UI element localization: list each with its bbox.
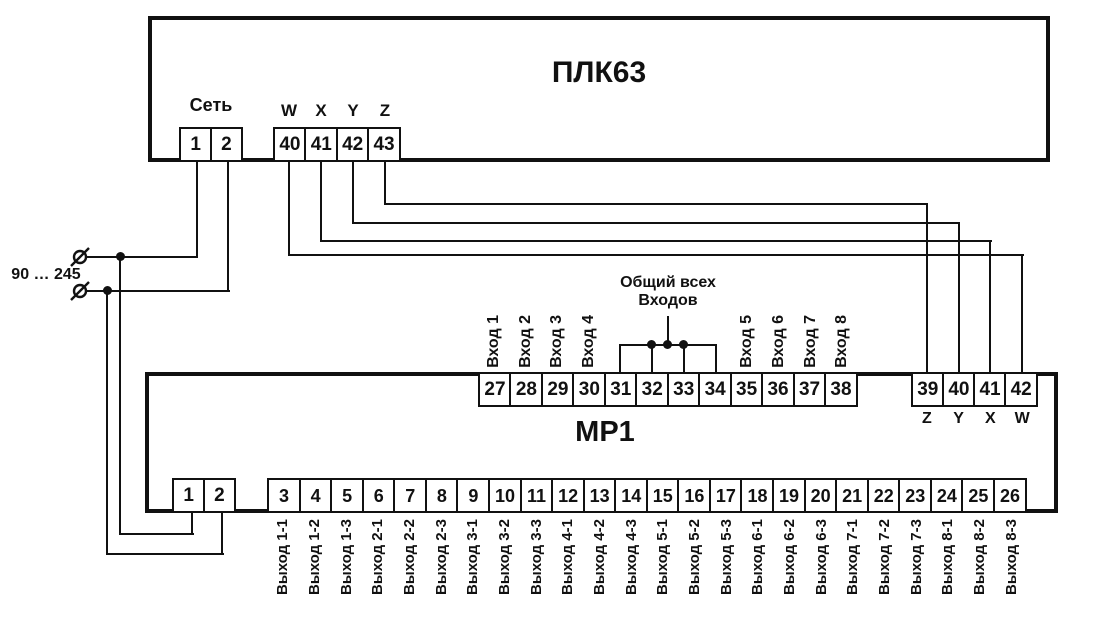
output-label: Выход 4-2 (591, 519, 609, 595)
output-label: Выход 6-3 (812, 519, 830, 595)
output-label-cell (267, 519, 299, 625)
output-label-cell (805, 519, 837, 625)
input-label-cell (636, 296, 668, 368)
mr1-input-label-row (478, 296, 858, 368)
terminal-cell: 15 (646, 478, 680, 513)
terminal-cell: 2 (210, 127, 243, 162)
input-label-cell (763, 296, 795, 368)
input-label: Вход 1 (484, 315, 502, 368)
mr1-top-terminal-strip (478, 372, 858, 407)
output-label-cell (457, 519, 489, 625)
input-label-cell (700, 296, 732, 368)
mr1-title: МР1 (575, 416, 635, 448)
output-label: Выход 1-2 (306, 519, 323, 595)
terminal-cell: 12 (551, 478, 585, 513)
input-label: Вход 5 (738, 315, 756, 368)
output-label: Выход 3-2 (496, 519, 514, 595)
terminal-cell: 8 (425, 478, 459, 513)
output-label-cell (837, 519, 869, 625)
input-label-cell (541, 296, 573, 368)
output-label: Выход 2-2 (401, 519, 419, 595)
output-label: Выход 1-1 (274, 519, 292, 595)
output-label-cell (869, 519, 901, 625)
output-label-cell (964, 519, 996, 625)
terminal-cell: 42 (336, 127, 370, 162)
output-label: Выход 5-1 (654, 519, 672, 595)
input-label: Вход 4 (579, 315, 597, 368)
output-label-cell (995, 519, 1027, 625)
wire-net2-drop (227, 162, 229, 292)
input-label-cell (573, 296, 605, 368)
output-label: Выход 2-1 (369, 519, 387, 595)
output-label: Выход 8-3 (1002, 519, 1020, 595)
terminal-cell: 9 (456, 478, 490, 513)
common-inputs-label-line2: Входов (638, 291, 698, 309)
terminal-cell: 1 (172, 478, 205, 513)
wire-w-rise (1021, 254, 1023, 376)
io-line-label: X (985, 410, 996, 427)
output-label: Выход 1-3 (337, 519, 355, 595)
output-label: Выход 8-2 (971, 519, 989, 595)
terminal-cell: 34 (698, 372, 732, 407)
plk63-io-terminal-strip (273, 127, 401, 162)
output-label-cell (489, 519, 521, 625)
wire-z-horizontal (384, 203, 928, 205)
wire-w-horizontal (288, 254, 1024, 256)
output-label-cell (932, 519, 964, 625)
terminal-cell: 31 (604, 372, 638, 407)
input-label-cell (731, 296, 763, 368)
junction-dot-net1 (116, 252, 125, 261)
terminal-cell: 28 (509, 372, 543, 407)
output-label: Выход 8-1 (939, 519, 957, 595)
terminal-cell: 40 (942, 372, 976, 407)
terminal-cell: 13 (583, 478, 617, 513)
input-label-cell (510, 296, 542, 368)
input-label: Вход 3 (548, 315, 566, 368)
output-label: Выход 3-1 (464, 519, 482, 595)
input-label-cell (478, 296, 510, 368)
io-line-label: X (315, 101, 327, 120)
io-line-label: W (280, 101, 298, 120)
wire-net2-bottom (106, 553, 224, 555)
mr1-right-io-label-row (911, 409, 1038, 429)
wire-net2-rise (221, 511, 223, 555)
input-label-cell (668, 296, 700, 368)
terminal-cell: 30 (572, 372, 606, 407)
wire-z-drop (384, 162, 386, 205)
terminal-cell: 27 (478, 372, 512, 407)
terminal-cell: 23 (898, 478, 932, 513)
terminal-cell: 10 (488, 478, 522, 513)
terminal-cell: 22 (867, 478, 901, 513)
output-label: Выход 7-2 (876, 519, 894, 595)
wire-net1-bottom (119, 533, 194, 535)
terminal-cell: 29 (541, 372, 575, 407)
output-label-cell (362, 519, 394, 625)
io-line-label: Y (347, 101, 359, 120)
mains-voltage-label: 90 … 245 (11, 266, 81, 283)
terminal-cell: 1 (179, 127, 212, 162)
terminal-cell: 43 (367, 127, 401, 162)
output-label-cell (520, 519, 552, 625)
output-label: Выход 4-1 (559, 519, 577, 595)
terminal-cell: 4 (299, 478, 333, 513)
mr1-output-terminal-strip (267, 478, 1027, 513)
plk63-io-label-row (273, 100, 401, 122)
output-label: Выход 4-3 (622, 519, 640, 595)
input-label: Вход 2 (516, 315, 534, 368)
terminal-cell: 16 (677, 478, 711, 513)
mr1-output-label-row (267, 519, 1027, 625)
plk63-title: ПЛК63 (551, 56, 647, 89)
wire-z-rise (926, 203, 928, 376)
terminal-cell: 39 (911, 372, 945, 407)
terminal-cell: 38 (824, 372, 858, 407)
terminal-cell: 11 (520, 478, 554, 513)
wire-net1-horizontal (86, 256, 198, 258)
output-label: Выход 5-3 (717, 519, 735, 595)
input-label: Вход 7 (801, 315, 819, 368)
io-line-label: Z (379, 101, 391, 120)
wire-net1-rise (191, 511, 193, 535)
terminal-cell: 14 (614, 478, 648, 513)
wire-y-drop (352, 162, 354, 224)
output-label-cell (330, 519, 362, 625)
terminal-cell: 24 (930, 478, 964, 513)
wire-x-rise (989, 240, 991, 376)
output-label-cell (679, 519, 711, 625)
output-label-cell (552, 519, 584, 625)
terminal-cell: 3 (267, 478, 301, 513)
output-label-cell (774, 519, 806, 625)
plk63-net-label: Сеть (189, 95, 233, 115)
terminal-cell: 17 (709, 478, 743, 513)
terminal-cell: 36 (761, 372, 795, 407)
output-label: Выход 7-3 (907, 519, 925, 595)
input-label-cell (795, 296, 827, 368)
wire-net1-drop (196, 162, 198, 258)
terminal-cell: 32 (635, 372, 669, 407)
junction-dot-net2 (103, 286, 112, 295)
output-label: Выход 6-1 (749, 519, 767, 595)
terminal-cell: 42 (1004, 372, 1038, 407)
terminal-cell: 6 (362, 478, 396, 513)
terminal-cell: 5 (330, 478, 364, 513)
wire-net1-vertical (119, 256, 121, 535)
output-label-cell (647, 519, 679, 625)
terminal-cell: 19 (772, 478, 806, 513)
input-label-cell (605, 296, 637, 368)
input-label: Вход 6 (769, 315, 787, 368)
terminal-cell: 40 (273, 127, 307, 162)
output-label: Выход 5-2 (686, 519, 704, 595)
input-label: Вход 8 (833, 315, 851, 368)
output-label: Выход 6-2 (781, 519, 799, 595)
terminal-cell: 33 (667, 372, 701, 407)
terminal-cell: 41 (973, 372, 1007, 407)
wire-net2-vertical (106, 290, 108, 555)
output-label-cell (299, 519, 331, 625)
wire-y-horizontal (352, 222, 960, 224)
output-label: Выход 3-3 (527, 519, 545, 595)
output-label-cell (394, 519, 426, 625)
terminal-cell: 18 (740, 478, 774, 513)
output-label-cell (742, 519, 774, 625)
terminal-cell: 35 (730, 372, 764, 407)
output-label-cell (584, 519, 616, 625)
terminal-cell: 37 (793, 372, 827, 407)
output-label-cell (615, 519, 647, 625)
wire-y-rise (958, 222, 960, 376)
io-line-label: Z (921, 410, 932, 427)
common-inputs-label-line1: Общий всех (620, 274, 716, 291)
output-label-cell (710, 519, 742, 625)
io-line-label: Y (953, 410, 964, 427)
wire-w-drop (288, 162, 290, 256)
output-label-cell (900, 519, 932, 625)
output-label-cell (425, 519, 457, 625)
io-line-label: W (1014, 410, 1030, 427)
terminal-cell: 2 (203, 478, 236, 513)
output-label: Выход 2-3 (432, 519, 450, 595)
terminal-cell: 41 (304, 127, 338, 162)
terminal-cell: 26 (993, 478, 1027, 513)
terminal-cell: 21 (835, 478, 869, 513)
output-label: Выход 7-1 (844, 519, 862, 595)
terminal-cell: 7 (393, 478, 427, 513)
terminal-cell: 25 (961, 478, 995, 513)
plk63-net-terminal-strip (179, 127, 243, 162)
wire-x-horizontal (320, 240, 992, 242)
wire-x-drop (320, 162, 322, 242)
input-label-cell (826, 296, 858, 368)
mr1-right-terminal-strip (911, 372, 1038, 407)
mr1-net-terminal-strip (172, 478, 236, 513)
terminal-cell: 20 (804, 478, 838, 513)
